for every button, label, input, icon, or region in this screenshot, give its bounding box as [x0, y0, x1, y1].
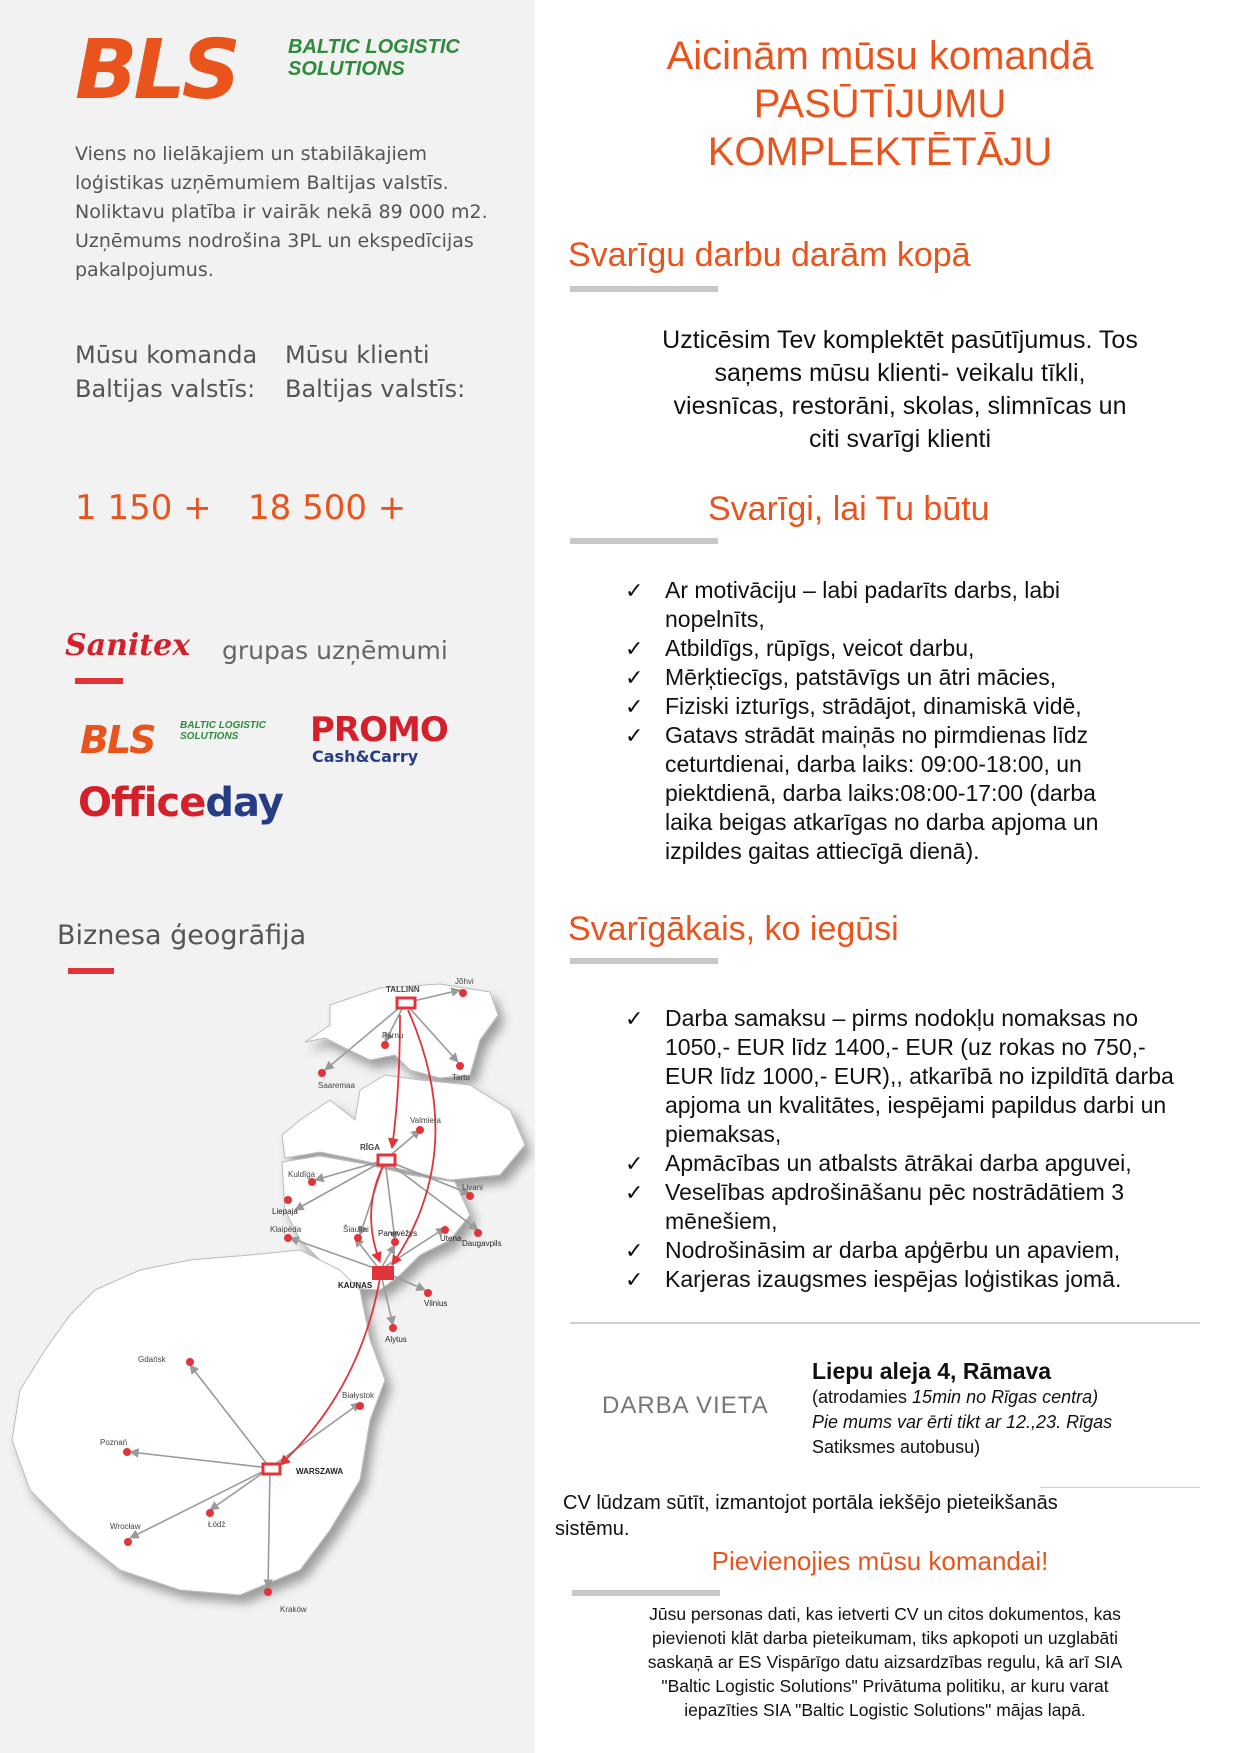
list-item [625, 692, 1145, 721]
bls-company-line1: BALTIC LOGISTIC [180, 720, 266, 731]
red-underline [75, 678, 123, 684]
map-label-warszawa: WARSZAWA [296, 1467, 344, 1476]
map-label-johvi: Jõhvi [455, 977, 474, 986]
section-heading-together: Svarīgu darbu darām kopā [568, 236, 971, 274]
grey-underline [570, 538, 718, 544]
body-line: Uzticēsim Tev komplektēt pasūtījumus. Tos [662, 326, 1138, 354]
checkmark-icon: ✓ [625, 1151, 644, 1176]
checkmark-icon: ✓ [625, 636, 644, 661]
workplace-address: Liepu aleja 4, Rāmava [812, 1358, 1052, 1384]
map-label-klaipeda: Klaipėda [270, 1225, 302, 1234]
sanitex-logo: Sanitex [65, 628, 191, 663]
map-label-utena: Utena [440, 1234, 462, 1243]
body-line: saņems mūsu klienti- veikalu tīkli, [714, 359, 1086, 387]
map-label-bialystok: Białystok [342, 1391, 375, 1400]
title-line: Aicinām mūsu komandā [666, 34, 1094, 78]
divider-short [1040, 1487, 1200, 1488]
business-map [0, 970, 535, 1650]
gdpr-line: iepazīties SIA "Baltic Logistic Solutions" mājas lapā. [684, 1700, 1086, 1720]
bls-company-line2: SOLUTIONS [180, 731, 239, 742]
checkmark-icon: ✓ [625, 578, 644, 603]
list-item [625, 663, 1145, 692]
list-item [625, 576, 1145, 634]
group-companies-label: grupas uzņēmumi [222, 636, 448, 665]
section-heading-benefits: Svarīgākais, ko iegūsi [568, 910, 899, 948]
logo-line2: SOLUTIONS [288, 58, 405, 80]
poland-shape [12, 1250, 385, 1595]
workplace-note-part: 15min no Rīgas centra) [912, 1387, 1099, 1407]
map-label-kuldiga: Kuldīga [288, 1170, 316, 1179]
gdpr-line: pievienoti klāt darba pieteikumam, tiks apkopoti un uzglabāti [652, 1628, 1118, 1648]
map-label-livani: Livani [462, 1183, 483, 1192]
bls-company-subtitle [180, 720, 266, 742]
map-label-saaremaa: Saaremaa [318, 1081, 355, 1090]
section-heading-requirements: Svarīgi, lai Tu būtu [708, 490, 990, 528]
gdpr-line: "Baltic Logistic Solutions" Privātuma politiku, ar kuru varat [661, 1676, 1109, 1696]
map-label-krakow: Kraków [280, 1605, 307, 1614]
workplace-note-line: Pie mums var ērti tikt ar 12.,23. Rīgas [812, 1412, 1113, 1432]
requirements-list [625, 576, 1145, 866]
team-stat-label [75, 338, 257, 406]
map-label-tartu: Tartu [452, 1073, 470, 1082]
grey-underline [572, 1590, 720, 1596]
list-item-text: Karjeras izaugsmes iespējas loģistikas jomā. [665, 1266, 1122, 1292]
title-line: KOMPLEKTĒTĀJU [707, 130, 1053, 174]
officeday-logo [78, 780, 283, 826]
intro-line: Uzņēmums nodrošina 3PL un ekspedīcijas [75, 230, 474, 252]
body-line: citi svarīgi klienti [809, 425, 991, 453]
map-label-liepaja: Liepaja [272, 1207, 298, 1216]
team-label-line2: Baltijas valstīs: [75, 375, 256, 403]
map-label-riga: RĪGA [360, 1143, 380, 1152]
grey-underline [570, 958, 718, 964]
list-item-text: Darba samaksu – pirms nodokļu nomaksas no 1050,- EUR līdz 1400,- EUR (uz rokas no 750,- EUR līdz 1000,- EUR),, atkarībā no izpildītā darba apjoma un kvalitātes, iespējami papildus darbi un piemaksas, [665, 1005, 1174, 1147]
geography-title: Biznesa ģeogrāfija [57, 920, 307, 951]
list-item-text: Nodrošināsim ar darba apģērbu un apaviem, [665, 1237, 1121, 1263]
list-item [625, 1236, 1180, 1265]
workplace-label: DARBA VIETA [602, 1392, 769, 1419]
list-item-text: Fiziski izturīgs, strādājot, dinamiskā vidē, [665, 693, 1082, 719]
map-label-vilnius: Vilnius [424, 1299, 448, 1308]
checkmark-icon: ✓ [625, 1238, 644, 1263]
intro-line: loģistikas uzņēmumiem Baltijas valstīs. [75, 172, 449, 194]
map-label-lodz: Łódź [208, 1520, 226, 1529]
title-line: PASŪTĪJUMU [753, 82, 1007, 126]
gdpr-line: saskaņā ar ES Vispārīgo datu aizsardzības regulu, kā arī SIA [647, 1652, 1123, 1672]
clients-label-line2: Baltijas valstīs: [285, 375, 466, 403]
checkmark-icon: ✓ [625, 694, 644, 719]
divider [570, 1322, 1200, 1324]
logo-line1: BALTIC LOGISTIC [288, 36, 460, 58]
bls-logo: BLS [75, 23, 237, 118]
bls-company-logo: BLS [80, 718, 155, 762]
workplace-note-line: Satiksmes autobusu) [812, 1437, 981, 1457]
intro-line: Viens no lielākajiem un stabilākajiem [75, 143, 427, 165]
list-item-text: Gatavs strādāt maiņās no pirmdienas līdz ceturtdienai, darba laiks: 09:00-18:00, un piektdienā, darba laiks:08:00-17:00 (darba laika beigas atkarīgas no darba apjoma un izpildes gaitas attiecīgā dienā). [665, 722, 1099, 864]
promo-logo: PROMO [310, 710, 448, 750]
map-label-wroclaw: Wrocław [110, 1522, 141, 1531]
list-item [625, 721, 1145, 866]
checkmark-icon: ✓ [625, 1267, 644, 1292]
map-label-poznan: Poznań [100, 1438, 128, 1447]
clients-stat-value: 18 500 + [248, 488, 407, 528]
officeday-part1: Office [78, 780, 206, 826]
list-item [625, 1004, 1180, 1149]
bls-logo-subtitle [288, 36, 460, 80]
map-label-gdansk: Gdańsk [138, 1355, 166, 1364]
map-label-siauliai: Šiauliai [343, 1225, 369, 1234]
list-item-text: Atbildīgs, rūpīgs, veicot darbu, [665, 635, 975, 661]
intro-line: Noliktavu platība ir vairāk nekā 89 000 m2. [75, 201, 488, 223]
team-stat-value: 1 150 + [75, 488, 212, 528]
team-label-line1: Mūsu komanda [75, 341, 258, 369]
list-item [625, 1265, 1180, 1294]
map-label-kaunas: KAUNAS [338, 1281, 373, 1290]
cv-instructions [555, 1490, 1175, 1542]
list-item [625, 634, 1145, 663]
map-label-valmiera: Valmiera [410, 1116, 441, 1125]
list-item [625, 1149, 1180, 1178]
section-body-together [580, 324, 1220, 456]
workplace-note [812, 1385, 1172, 1460]
map-label-daugavpils: Daugavpils [462, 1239, 502, 1248]
company-intro [75, 140, 495, 285]
list-item-text: Veselības apdrošināšanu pēc nostrādātiem 3 mēnešiem, [665, 1179, 1125, 1234]
list-item [625, 1178, 1180, 1236]
checkmark-icon: ✓ [625, 723, 644, 748]
gdpr-notice [585, 1602, 1185, 1722]
promo-logo-subtitle: Cash&Carry [312, 747, 419, 766]
checkmark-icon: ✓ [625, 1006, 644, 1031]
officeday-part2: day [205, 780, 283, 826]
workplace-note-part: (atrodamies [812, 1387, 913, 1407]
gdpr-line: Jūsu personas dati, kas ietverti CV un citos dokumentos, kas [649, 1604, 1121, 1624]
clients-stat-label [285, 338, 465, 406]
clients-label-line1: Mūsu klienti [285, 341, 430, 369]
intro-line: pakalpojumus. [75, 259, 214, 281]
map-label-alytus: Alytus [385, 1335, 407, 1344]
grey-underline [570, 286, 718, 292]
map-label-panevezys: Panevėžys [378, 1229, 418, 1238]
map-label-parnu: Pärnu [382, 1031, 404, 1040]
checkmark-icon: ✓ [625, 1180, 644, 1205]
body-line: viesnīcas, restorāni, skolas, slimnīcas un [673, 392, 1127, 420]
cv-line: CV lūdzam sūtīt, izmantojot portāla iekšējo pieteikšanās [563, 1492, 1058, 1514]
workplace-note-line [812, 1385, 1172, 1410]
join-team-heading: Pievienojies mūsu komandai! [711, 1546, 1049, 1576]
cv-line: sistēmu. [555, 1518, 630, 1540]
list-item-text: Mērķtiecīgs, patstāvīgs un ātri mācies, [665, 664, 1057, 690]
map-label-tallinn: TALLINN [386, 985, 420, 994]
checkmark-icon: ✓ [625, 665, 644, 690]
list-item-text: Ar motivāciju – labi padarīts darbs, labi nopelnīts, [665, 577, 1061, 632]
page-title [560, 32, 1200, 176]
list-item-text: Apmācības un atbalsts ātrākai darba apguvei, [665, 1150, 1132, 1176]
benefits-list [625, 1004, 1180, 1294]
